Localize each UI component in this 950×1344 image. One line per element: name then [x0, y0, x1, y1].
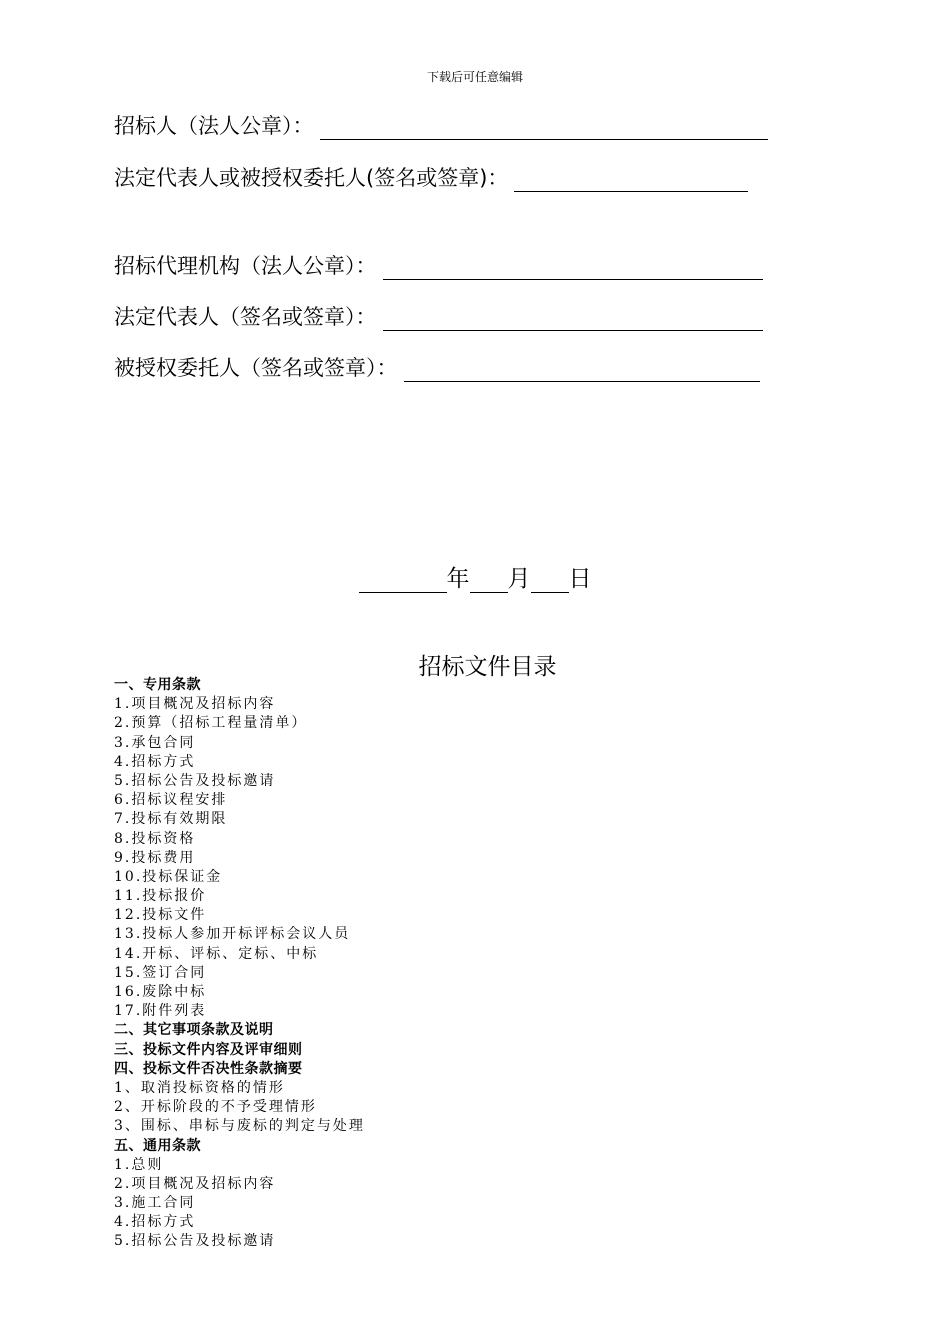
- day-label: 日: [568, 566, 592, 592]
- toc-item: 10.投标保证金: [114, 868, 223, 885]
- toc-item: 5.招标公告及投标邀请: [114, 772, 276, 789]
- toc-item: 5.招标公告及投标邀请: [114, 1233, 276, 1250]
- toc-section-heading: 三、投标文件内容及评审细则: [114, 1041, 303, 1058]
- toc-title: 招标文件目录: [418, 654, 557, 680]
- toc-item: 6.招标议程安排: [114, 792, 228, 809]
- toc-section-heading: 五、通用条款: [114, 1137, 201, 1154]
- year-blank[interactable]: [359, 568, 447, 593]
- signature-line-agency: [114, 252, 763, 280]
- signature-blank[interactable]: [383, 257, 763, 280]
- toc-item: 2.预算（招标工程量清单）: [114, 715, 308, 732]
- signature-blank[interactable]: [404, 359, 760, 382]
- signature-blank[interactable]: [320, 117, 768, 140]
- signature-blank[interactable]: [383, 308, 763, 331]
- toc-item: 3.施工合同: [114, 1195, 196, 1212]
- toc-item: 1、取消投标资格的情形: [114, 1079, 285, 1096]
- toc-section-heading: 二、其它事项条款及说明: [114, 1022, 274, 1039]
- toc-item: 1.总则: [114, 1156, 164, 1173]
- toc-item: 12.投标文件: [114, 907, 207, 924]
- toc-item: 2.项目概况及招标内容: [114, 1175, 276, 1192]
- toc-item: 15.签订合同: [114, 964, 207, 981]
- toc-item: 16.废除中标: [114, 984, 207, 1000]
- signature-label: 招标人（法人公章）：: [114, 114, 314, 138]
- toc-section-heading: 一、专用条款: [114, 677, 201, 693]
- signature-line-legal-rep: [114, 303, 763, 331]
- date-line: [0, 560, 950, 593]
- toc-list: [114, 676, 365, 1252]
- page-header: 下载后可任意编辑: [426, 70, 523, 84]
- toc-item: 2、开标阶段的不予受理情形: [114, 1099, 317, 1116]
- toc-section-heading: 四、投标文件否决性条款摘要: [114, 1060, 303, 1077]
- toc-item: 14.开标、评标、定标、中标: [114, 945, 319, 962]
- toc-item: 11.投标报价: [114, 888, 207, 905]
- signature-label: 法定代表人或被授权委托人(签名或签章)：: [114, 166, 509, 190]
- toc-item: 9.投标费用: [114, 849, 196, 866]
- toc-item: 13.投标人参加开标评标会议人员: [114, 926, 351, 943]
- signature-line-legal-rep-or-delegate: [114, 164, 748, 192]
- toc-item: 4.招标方式: [114, 753, 196, 770]
- signature-label: 招标代理机构（法人公章）：: [114, 254, 377, 278]
- month-label: 月: [507, 566, 531, 592]
- toc-item: 3.承包合同: [114, 734, 196, 751]
- toc-item: 17.附件列表: [114, 1003, 207, 1020]
- toc-item: 4.招标方式: [114, 1214, 196, 1231]
- toc-item: 8.投标资格: [114, 830, 196, 847]
- toc-item: 3、围标、串标与废标的判定与处理: [114, 1118, 365, 1135]
- toc-item: 1.项目概况及招标内容: [114, 696, 276, 713]
- signature-line-tenderer: [114, 112, 768, 140]
- month-blank[interactable]: [470, 568, 508, 593]
- year-label: 年: [446, 566, 470, 592]
- day-blank[interactable]: [531, 568, 569, 593]
- signature-label: 被授权委托人（签名或签章）：: [114, 356, 398, 380]
- signature-label: 法定代表人（签名或签章）：: [114, 305, 377, 329]
- signature-blank[interactable]: [514, 169, 748, 192]
- signature-line-delegate: [114, 354, 760, 382]
- toc-item: 7.投标有效期限: [114, 811, 228, 828]
